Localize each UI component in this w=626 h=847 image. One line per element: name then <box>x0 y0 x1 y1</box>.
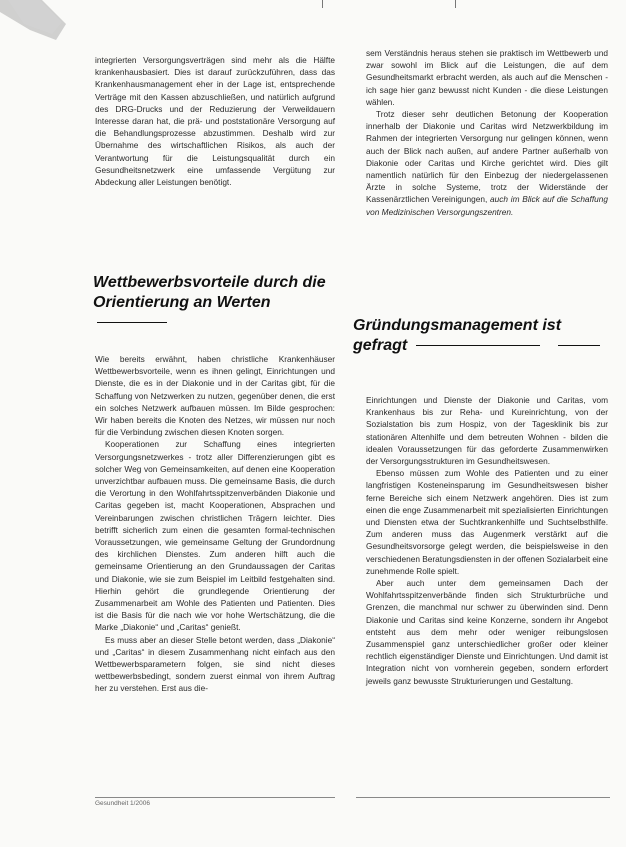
body-paragraph: Einrichtungen und Dienste der Diakonie und Caritas, vom Krankenhaus bis zur Reha- und Kureinrichtung, von der Sozialstation bis zum Hospiz, von der Tagesklinik bis zur stationären Altenhilfe und dem betreuten Wohnen - bilden die idealen Voraussetzungen für das geforderte Zusammenwirken der Versorgungsstrukturen im Gesundheitswesen. <box>366 395 608 467</box>
body-paragraph: integrierten Versorgungsverträgen sind mehr als die Hälfte krankenhausbasiert. Dies ist darauf zurückzuführen, dass das Krankenhausmanagement eher in der Lage ist, entsprechende Verträge mit den Kassen abzuschließen, und natürlich aufgrund des DRG-Drucks und der Reduzierung der Verweildauern Interesse daran hat, die prä- und poststationäre Versorgung auf die Behandlungsprozesse abzustimmen. Deshalb wird zur Übernahme des wirtschaftlichen Risikos, als auch der Verantwortung für die Leistungsqualität durch ein Gesundheitsnetzwerk eine umfassende Vergütung zur Abdeckung aller Leistungen benötigt. <box>95 55 335 188</box>
crop-mark <box>322 0 323 8</box>
heading-line-with-rule: gefragt <box>353 336 611 356</box>
heading-rule <box>558 345 600 346</box>
footer-issue: Gesundheit 1/2006 <box>95 800 150 807</box>
section-heading-right <box>353 316 611 356</box>
body-paragraph: Trotz dieser sehr deutlichen Betonung der Kooperation innerhalb der Diakonie und Caritas wird Netzwerkbildung im Rahmen der integrierten Versorgung nur gelingen können, wenn auch der Blick nach außen, auf andere Partner außerhalb von Diakonie oder Caritas und Kirche gerichtet wird. Dies gilt namentlich natürlich für den Einbezug der niedergelassenen Ärzte in solche Systeme, trotz der Widerstände der Kassenärztlichen Vereinigungen, auch im Blick auf die Schaffung von Medizinischen Versorgungszentren. <box>366 109 609 217</box>
body-paragraph: Ebenso müssen zum Wohle des Patienten und zu einer langfristigen Kosteneinsparung im Gesundheitswesen bisher ferne Bereiche sich einem Netzwerk angehören. Dies ist zum einen die enge Zusammenarbeit mit spezialisierten Einrichtungen und Diensten etwa der Suchtkrankenhilfe und Suchtselbsthilfe. Zum anderen muss das Augenmerk verstärkt auf die Gesundheitsvorsorge gelegt werden, die beispielsweise in den verschiedenen Beratungsdiensten in der offenen Sozialarbeit eine zunehmende Rolle spielt. <box>366 468 609 576</box>
body-paragraph: sem Verständnis heraus stehen sie praktisch im Wettbewerb und zwar sowohl im Blick auf die Leistungen, die auf dem Gesundheitsmarkt erbracht werden, als auch auf die Menschen - ich sage hier ganz bewusst nicht Kunden - die diese Leistungen wählen. <box>366 48 608 107</box>
heading-rule <box>416 345 540 346</box>
section-heading-left <box>93 273 343 333</box>
right-column-body <box>366 394 608 687</box>
left-column-top <box>95 54 335 188</box>
footer-rule <box>95 797 335 798</box>
crop-mark <box>455 0 456 8</box>
heading-rule <box>97 322 167 323</box>
right-column-top <box>366 47 608 218</box>
heading-line: Gründungsmanagement ist <box>353 317 562 334</box>
body-paragraph: Wie bereits erwähnt, haben christliche Krankenhäuser Wettbewerbsvorteile, wenn es ihnen gelingt, Einrichtungen und Dienste, die es in der Diakonie und in der Caritas gibt, für die Schaffung von Netzwerken zu nutzen, gegenüber denen, die erst ein solches Netzwerk aufbauen müssen. Im Bilde gesprochen: Wir haben bereits die Knoten des Netzes, wir müssen nur noch für die Verbindung zwischen diesen Knoten sorgen. <box>95 354 335 438</box>
left-column-body <box>95 353 335 695</box>
heading-line-with-rule: Orientierung an Werten <box>93 293 343 333</box>
italic-phrase: auch im Blick auf die Schaffung von Medizinischen <box>366 194 609 217</box>
body-paragraph: Aber auch unter dem gemeinsamen Dach der Wohlfahrtsspitzenverbände finden sich Strukturbrüche und Grenzen, die manchmal nur schwer zu überwinden sind. Denn Diakonie und Caritas sind keine Konzerne, sondern ihr Angebot entsteht aus dem mehr oder weniger reibungslosen Zusammenspiel ganz unterschiedlicher großer oder kleiner rechtlich eigenständiger Dienste und Einrichtungen. Und damit ist Integration nicht von vornherein gegeben, sondern erfordert jeweils ganz bewusste Strukturierungen und Gestaltung. <box>366 578 608 686</box>
body-paragraph: Kooperationen zur Schaffung eines integrierten Versorgungsnetzwerkes - trotz aller Differenzierungen gibt es solcher Weg von Gemeinsamkeiten, auf denen eine Kooperation unverzichtbar aufbauen muss. Die gemeinsame Basis, die durch die Verortung in den Wohlfahrtsspitzenverbänden Diakonie und Caritas gegeben ist, macht Kooperationen, Absprachen und Vereinbarungen zwischen christlichen Trägern leichter. Dies betrifft sicherlich zum einen die gesamten formal-technischen Voraussetzungen, wie gemeinsame Geltung der Grundordnung des kirchlichen Dienstes. Zum anderen hilft auch die gemeinsame Orientierung an den Grundaussagen der Caritas und Diakonie, wie sie zum Beispiel im Leitbild festgehalten sind. Hierhin gehört die grundlegende Orientierung der Zusammenarbeit am Wohle des Patienten und Patienten. Dies ist die Basis für die nach wie vor hohe Wertschätzung, die die Marke „Diakonie“ und „Caritas“ genießt. <box>95 439 335 633</box>
body-paragraph: Es muss aber an dieser Stelle betont werden, dass „Diakonie“ und „Caritas“ in diesem Zusammenhang nicht einfach aus den Wettbewerbsparametern folgen, sie sind nicht dieses wettbewerbsbedingt, sondern zuerst einmal von ihrem Auftrag her zu verstehen. Erst aus die- <box>95 634 335 694</box>
heading-line: Wettbewerbsvorteile durch die <box>93 274 326 291</box>
footer-rule <box>356 797 610 798</box>
page-corner-decoration <box>0 0 90 50</box>
